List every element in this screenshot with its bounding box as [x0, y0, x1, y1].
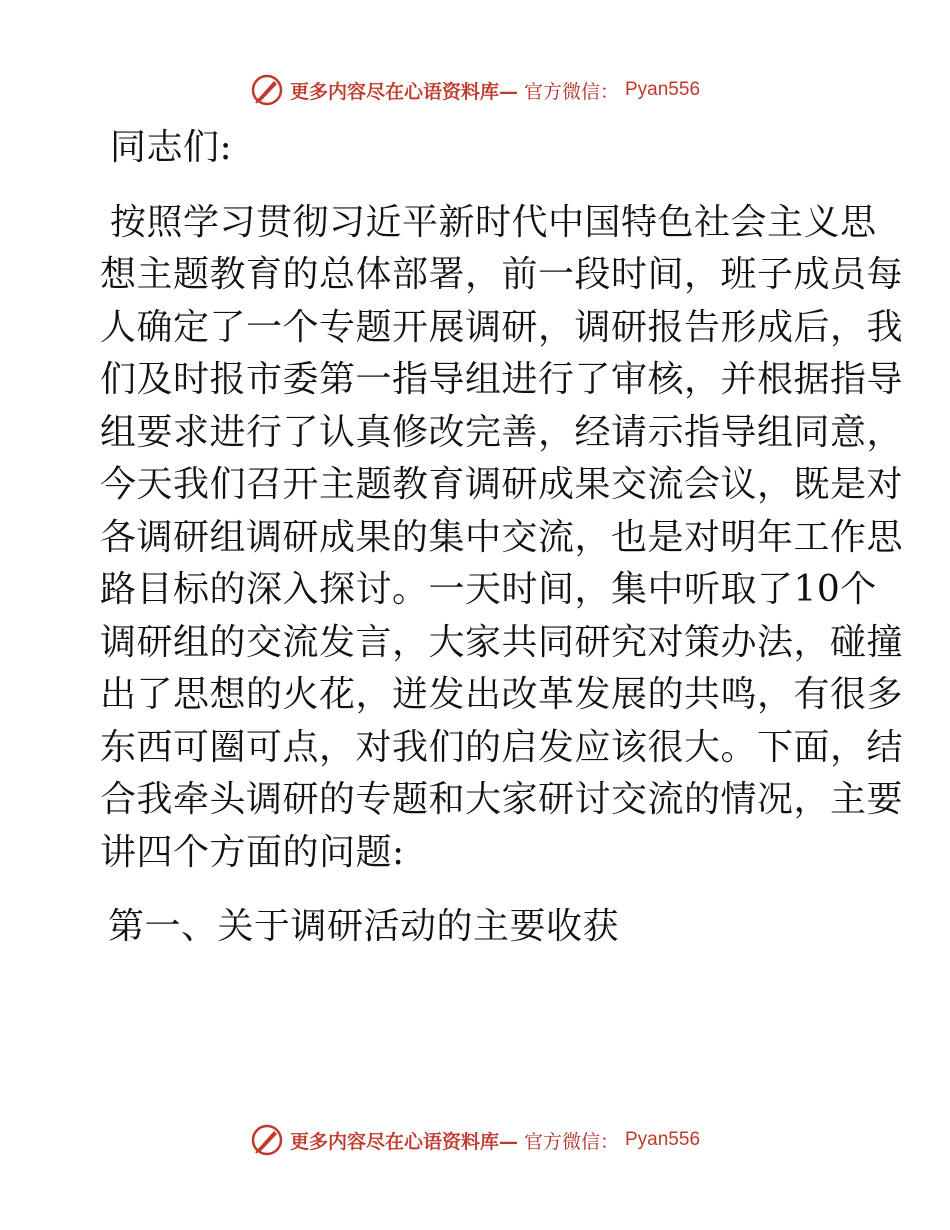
quill-pen-circle-icon [250, 1123, 284, 1157]
paragraph-line: 东西可圈可点，对我们的启发应该很大。下面，结 [100, 726, 904, 768]
section-heading: 第一、关于调研活动的主要收获 [108, 906, 620, 947]
header-watermark [0, 70, 950, 110]
paragraph-line: 按照学习贯彻习近平新时代中国特色社会主义思 [110, 201, 877, 243]
watermark-official-label: 官方微信： [523, 80, 619, 103]
paragraph-line: 想主题教育的总体部署，前一段时间，班子成员每 [100, 254, 904, 295]
document-body [100, 122, 904, 954]
watermark-text: 更多内容尽在心语资料库— [289, 80, 518, 103]
watermark-wechat-id: Pyan556 [625, 1129, 701, 1150]
quill-pen-circle-icon [250, 73, 284, 107]
greeting: 同志们: [110, 127, 233, 168]
watermark-official-label: 官方微信： [523, 1130, 619, 1153]
paragraph-line: 各调研组调研成果的集中交流，也是对明年工作思 [100, 516, 904, 558]
paragraph-line: 合我牵头调研的专题和大家研讨交流的情况，主要 [100, 779, 904, 820]
body-paragraph [100, 197, 904, 880]
paragraph-line: 讲四个方面的问题: [100, 831, 405, 873]
paragraph-line: 今天我们召开主题教育调研成果交流会议，既是对 [100, 464, 904, 505]
paragraph-line: 组要求进行了认真修改完善，经请示指导组同意， [100, 411, 904, 453]
watermark-wechat-id: Pyan556 [625, 79, 701, 100]
paragraph-line: 调研组的交流发言，大家共同研究对策办法，碰撞 [100, 621, 904, 663]
paragraph-line: 人确定了一个专题开展调研，调研报告形成后，我 [100, 306, 904, 348]
paragraph-line: 们及时报市委第一指导组进行了审核，并根据指导 [100, 359, 904, 400]
watermark-text: 更多内容尽在心语资料库— [289, 1130, 518, 1153]
paragraph-line: 出了思想的火花，迸发出改革发展的共鸣，有很多 [100, 674, 904, 715]
footer-watermark [0, 1120, 950, 1160]
paragraph-line: 路目标的深入探讨。一天时间，集中听取了10个 [100, 569, 877, 610]
